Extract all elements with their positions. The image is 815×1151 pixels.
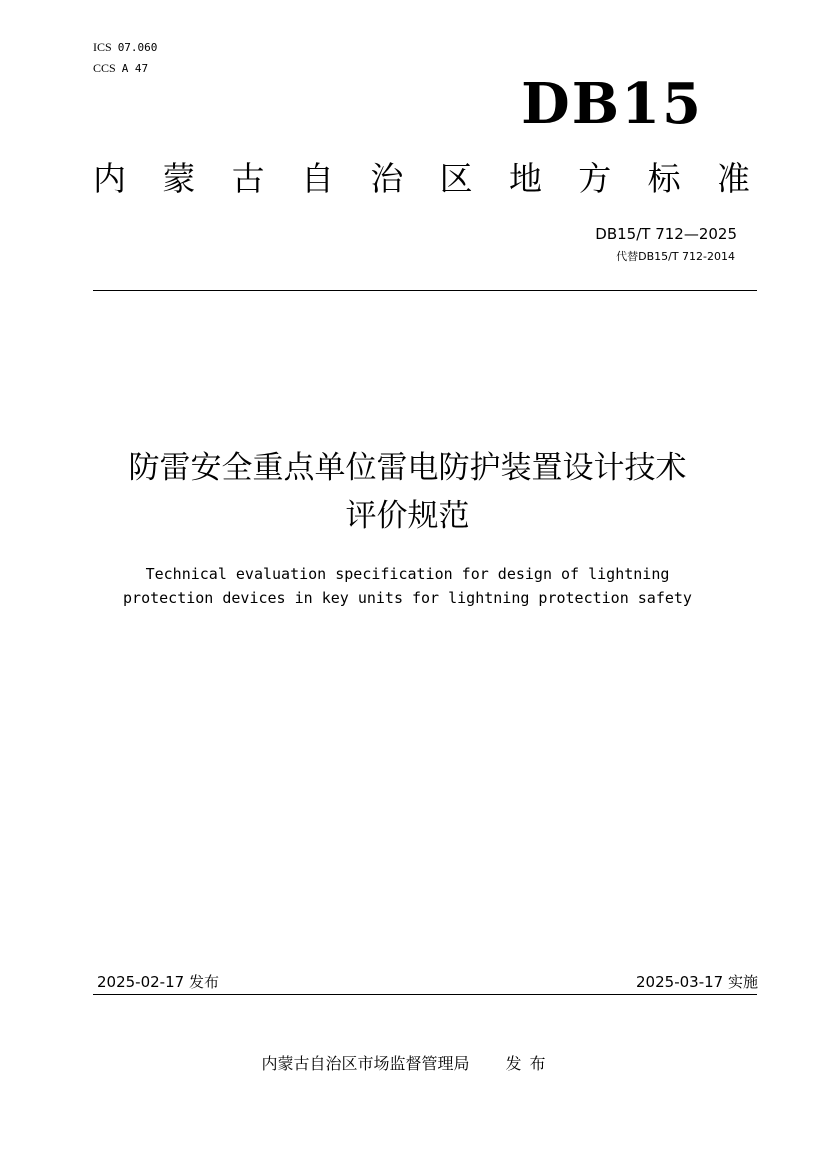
publisher-line: [0, 1053, 815, 1075]
ics-classification: [93, 40, 157, 55]
implementation-date-line: [636, 972, 758, 992]
issue-date-line: [97, 972, 219, 992]
category-char: 区: [439, 159, 473, 198]
header-divider: [93, 290, 757, 291]
standard-category: [93, 156, 750, 202]
category-char: 方: [578, 159, 612, 198]
ccs-classification: [93, 61, 148, 76]
category-char: 蒙: [162, 159, 196, 198]
footer-divider: [93, 994, 757, 995]
category-char: 治: [370, 159, 404, 198]
publisher-name: 内蒙古自治区市场监督管理局: [261, 1054, 470, 1073]
title-en-line-2: protection devices in key units for lightning protection safety: [123, 589, 692, 607]
ccs-label: CCS: [93, 61, 116, 75]
issue-label: 发布: [188, 973, 219, 991]
category-char: 标: [647, 159, 681, 198]
title-en-line-1: Technical evaluation specification for design of lightning: [145, 565, 670, 583]
publisher-action: 发布: [505, 1054, 554, 1073]
db-logo: DB15: [521, 71, 703, 137]
implementation-date: 2025-03-17: [636, 973, 724, 991]
implementation-label: 实施: [727, 973, 758, 991]
ics-label: ICS: [93, 40, 112, 54]
category-char: 自: [300, 159, 334, 198]
category-char: 准: [716, 159, 750, 198]
replaces-standard: 代替DB15/T 712-2014: [616, 250, 735, 263]
category-char: 内: [93, 159, 126, 198]
ics-code: 07.060: [117, 41, 158, 54]
issue-date: 2025-02-17: [97, 973, 185, 991]
category-char: 地: [508, 159, 542, 198]
title-cn-line-2: 评价规范: [345, 498, 470, 534]
title-cn-line-1: 防雷安全重点单位雷电防护装置设计技术: [128, 450, 687, 486]
standard-number: DB15/T 712—2025: [595, 225, 737, 243]
category-char: 古: [231, 159, 265, 198]
ccs-code: A 47: [121, 62, 149, 75]
